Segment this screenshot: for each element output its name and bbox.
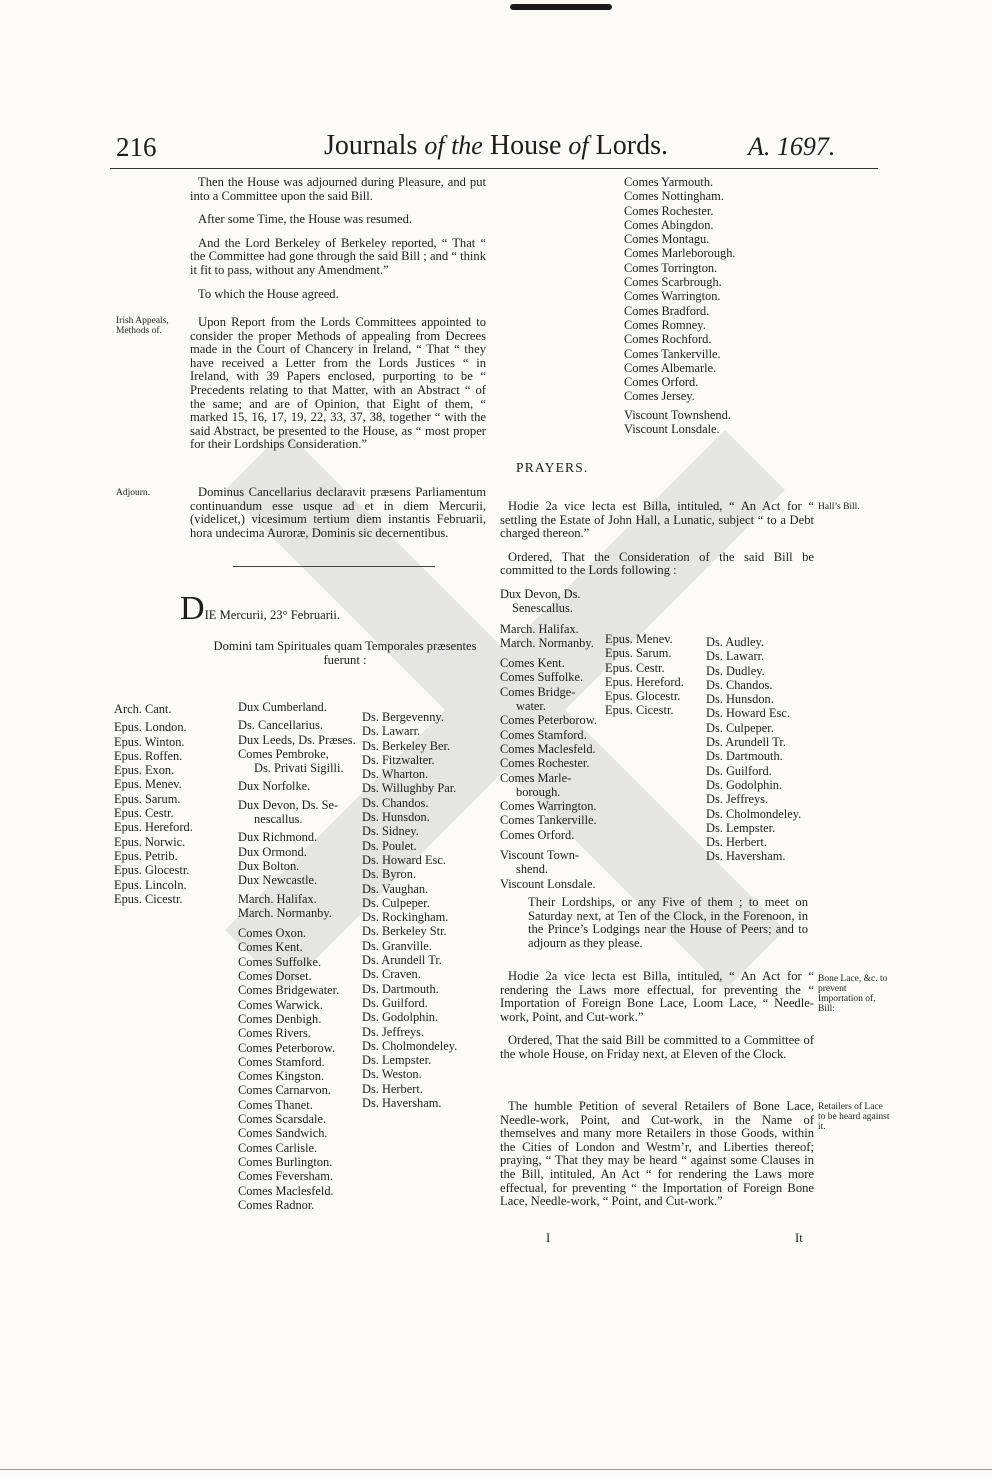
right-column-bill1 <box>500 500 814 588</box>
list-item: Viscount Town- <box>500 848 580 863</box>
list-item: Comes Rivers. <box>238 1026 311 1041</box>
page-top-mark <box>510 4 612 10</box>
running-header <box>0 128 992 168</box>
list-item: Comes Yarmouth. <box>624 175 714 189</box>
list-item: Dux Bolton. <box>238 858 300 873</box>
list-item: Ds. Fitzwalter. <box>362 752 435 767</box>
list-item: Ds. Guilford. <box>362 995 428 1010</box>
list-item: Epus. Petrib. <box>114 848 178 863</box>
list-item: Ds. Lawarr. <box>362 724 421 739</box>
list-item: Ds. Culpeper. <box>362 895 430 910</box>
list-item: Viscount Townshend. <box>624 407 731 422</box>
list-item: Ds. Berkeley Ber. <box>362 738 451 753</box>
list-item: Comes Kent. <box>500 656 565 671</box>
list-item: March. Normanby. <box>500 635 594 650</box>
right-column-petition <box>500 1100 814 1219</box>
list-item: Ds. Haversham. <box>706 849 786 864</box>
list-item: Ds. Berkeley Str. <box>362 924 447 939</box>
section-rule <box>233 566 435 567</box>
right-column-bill2 <box>500 970 814 1072</box>
section-heading-prayers: PRAYERS. <box>516 460 589 475</box>
list-item: March. Halifax. <box>238 891 317 906</box>
list-item: Epus. Cicestr. <box>605 703 674 718</box>
committee-list-temporal <box>500 587 597 891</box>
list-item: Comes Carlisle. <box>238 1140 318 1155</box>
list-item: Comes Warrington. <box>624 289 721 304</box>
list-item: Epus. Lincoln. <box>114 877 187 892</box>
list-item: Comes Torrington. <box>624 260 718 275</box>
list-item: Ds. Cholmondeley. <box>706 806 802 821</box>
date-heading <box>180 590 480 627</box>
list-item: Ds. Hunsdon. <box>362 810 430 825</box>
list-item: Ds. Jeffreys. <box>362 1024 425 1039</box>
list-item: Comes Warwick. <box>238 997 323 1012</box>
list-item: Arch. Cant. <box>114 702 172 716</box>
list-item: Comes Scarsdale. <box>238 1112 327 1127</box>
list-item: Comes Jersey. <box>624 389 695 404</box>
list-item: water. <box>516 699 546 714</box>
bottom-rule <box>0 1469 992 1470</box>
list-item: Epus. Roffen. <box>114 748 183 763</box>
list-item: Dux Ormond. <box>238 844 307 859</box>
paragraph: Ordered, That the said Bill be committed to a Committee of the whole House, on Friday next, at Eleven of the Clock. <box>500 1033 814 1061</box>
list-item: Ds. Herbert. <box>706 835 767 850</box>
list-item: Epus. Hereford. <box>114 820 193 835</box>
list-item: Ds. Howard Esc. <box>706 706 790 721</box>
list-item: Comes Rochester. <box>500 756 590 771</box>
list-item: Epus. Cestr. <box>114 806 174 821</box>
list-item: Ds. Cholmondeley. <box>362 1038 458 1053</box>
list-item: Comes Maclesfeld. <box>500 741 596 756</box>
list-item: Dux Devon, Ds. <box>500 587 581 601</box>
committee-list-barons <box>706 635 801 864</box>
margin-note: Bone Lace, &c. to prevent Importation of, Bill: <box>818 974 888 1014</box>
list-item: March. Halifax. <box>500 621 579 636</box>
list-item: Ds. Audley. <box>706 635 765 649</box>
list-item: Ds. Godolphin. <box>362 1010 439 1025</box>
list-item: Ds. Cancellarius. <box>238 718 323 733</box>
present-heading: Domini tam Spirituales quam Temporales præsentes fuerunt : <box>213 639 477 667</box>
list-item: Comes Stamford. <box>500 727 587 742</box>
paragraph: Hodie 2a vice lecta est Billa, intituled, “ An Act for “ rendering the Laws more effectual, for preventing the “ Importation of Foreign Bone Lace, Loom Lace, “ Needle-work, Point, and Cut-work.” <box>500 969 814 1024</box>
left-column-top <box>190 176 486 311</box>
list-item: Dux Norfolke. <box>238 779 311 794</box>
list-item: Ds. Wharton. <box>362 767 429 782</box>
list-item: Ds. Herbert. <box>362 1081 423 1096</box>
list-item: shend. <box>516 862 549 877</box>
list-item: Ds. Hunsdon. <box>706 692 774 707</box>
right-column-meeting <box>528 896 808 960</box>
list-item: Epus. Sarum. <box>605 646 672 661</box>
list-item: Comes Bridge- <box>500 684 576 699</box>
list-item: Ds. Lempster. <box>706 820 776 835</box>
list-item: Ds. Culpeper. <box>706 720 774 735</box>
list-item: Epus. Glocestr. <box>605 689 681 704</box>
bishops-list <box>114 702 193 906</box>
peers-list-dukes-earls <box>238 700 356 1212</box>
list-item: Ds. Privati Sigilli. <box>254 761 344 776</box>
list-item: Ds. Jeffreys. <box>706 792 769 807</box>
list-item: Ds. Chandos. <box>362 795 429 810</box>
left-column-adjourn <box>190 486 486 550</box>
paragraph: After some Time, the House was resumed. <box>198 212 413 227</box>
list-item: Epus. Exon. <box>114 763 175 778</box>
list-item: Epus. Cestr. <box>605 660 665 675</box>
list-item: Ds. Haversham. <box>362 1096 442 1111</box>
title-word: of <box>568 131 589 160</box>
list-item: Ds. Howard Esc. <box>362 852 446 867</box>
date-text: IE Mercurii, 23° Februarii. <box>204 608 341 622</box>
list-item: Comes Rochford. <box>624 332 712 347</box>
list-item: Ds. Chandos. <box>706 677 773 692</box>
title-word: House <box>489 130 562 161</box>
catchword: It <box>795 1231 803 1245</box>
list-item: Ds. Dudley. <box>706 663 765 678</box>
list-item: Comes Suffolke. <box>238 954 322 969</box>
list-item: Comes Peterborow. <box>238 1040 335 1055</box>
list-item: Comes Peterborow. <box>500 713 597 728</box>
list-item: nescallus. <box>254 812 303 827</box>
paragraph: Then the House was adjourned during Pleasure, and put into a Committee upon the said Bill. <box>190 175 486 203</box>
committee-list-spiritual <box>605 632 684 718</box>
list-item: Ds. Rockingham. <box>362 910 449 925</box>
list-item: Comes Maclesfeld. <box>238 1183 334 1198</box>
list-item: Ds. Arundell Tr. <box>362 953 442 968</box>
list-item: Ds. Lawarr. <box>706 649 765 664</box>
paragraph: Ordered, That the Consideration of the said Bill be committed to the Lords following : <box>500 549 814 578</box>
list-item: Comes Kent. <box>238 940 303 955</box>
list-item: Ds. Lempster. <box>362 1053 432 1068</box>
list-item: Comes Abingdon. <box>624 217 714 232</box>
list-item: Epus. London. <box>114 720 187 735</box>
title-word: of the <box>424 131 483 160</box>
margin-note: Retailers of Lace to be heard against it. <box>818 1102 890 1132</box>
title-word: Lords. <box>595 130 668 161</box>
list-item: Dux Cumberland. <box>238 700 327 714</box>
margin-note: Adjourn. <box>116 488 151 498</box>
list-item: Dux Newcastle. <box>238 873 318 888</box>
peers-list-continued <box>624 175 736 436</box>
list-item: Ds. Vaughan. <box>362 881 429 896</box>
list-item: Comes Tankerville. <box>624 346 721 361</box>
list-item: Comes Carnarvon. <box>238 1083 331 1098</box>
paragraph: Hodie 2a vice lecta est Billa, intituled, “ An Act for “ settling the Estate of John Hall, a Lunatic, subject “ to a Debt charged thereon.” <box>500 499 814 541</box>
list-item: Comes Pembroke, <box>238 746 329 761</box>
list-item: borough. <box>516 784 561 799</box>
list-item: Ds. Willughby Par. <box>362 781 457 796</box>
paragraph: Dominus Cancellarius declaravit præsens Parliamentum continuandum esse usque ad et in diem Mercurii, (videlicet,) vicesimum tertium diem instantis Februarii, hora undecima Auroræ, Dominis sic decernentibus. <box>190 485 486 540</box>
paragraph: Upon Report from the Lords Committees appointed to consider the proper Methods of appealing from Decrees made in the Court of Chancery in Ireland, “ That “ they have received a Letter from the Lords Justices “ in Ireland, with 39 Papers enclosed, purporting to be “ Precedents relating to that Matter, with an Abstract “ of the same; and are of Opinion, that Eight of them, “ marked 15, 16, 17, 19, 22, 33, 37, 38, together “ with the said Abstract, be presented to the House, as “ most proper for their Lordships Consideration.” <box>190 315 486 452</box>
paragraph: To which the House agreed. <box>198 286 339 301</box>
list-item: Dux Leeds, Ds. Præses. <box>238 732 356 747</box>
list-item: Epus. Winton. <box>114 734 185 749</box>
list-item: Comes Nottingham. <box>624 189 724 204</box>
list-item: Comes Marle- <box>500 770 572 785</box>
list-item: Comes Sandwich. <box>238 1126 328 1141</box>
list-item: Comes Rochester. <box>624 203 714 218</box>
list-item: Dux Richmond. <box>238 830 318 845</box>
list-item: Comes Kingston. <box>238 1069 325 1084</box>
list-item: Comes Denbigh. <box>238 1011 322 1026</box>
list-item: Ds. Craven. <box>362 967 421 982</box>
list-item: Epus. Hereford. <box>605 674 684 689</box>
list-item: Comes Albemarle. <box>624 360 717 375</box>
list-item: Viscount Lonsdale. <box>624 422 720 437</box>
list-item: March. Normanby. <box>238 905 332 920</box>
list-item: Comes Orford. <box>500 827 575 842</box>
list-item: Ds. Weston. <box>362 1067 422 1082</box>
list-item: Dux Devon, Ds. Se- <box>238 797 339 812</box>
list-item: Ds. Dartmouth. <box>706 749 783 764</box>
list-item: Senescallus. <box>512 601 573 616</box>
year: A. 1697. <box>748 132 836 161</box>
list-item: Comes Bradford. <box>624 303 710 318</box>
list-item: Comes Orford. <box>624 375 699 390</box>
list-item: Comes Dorset. <box>238 969 312 984</box>
list-item: Comes Radnor. <box>238 1197 315 1212</box>
paragraph: The humble Petition of several Retailers of Bone Lace, Needle-work, Point, and Cut-work, in the Name of themselves and many more Retailers in those Goods, within the Cities of London and Westm’r, and Liberties thereof; praying, “ That they may be heard “ against some Clauses in the Bill, intituled, An Act “ for rendering the Laws more effectual, for preventing “ the Importation of Foreign Bone Lace, Needle-work, “ Point, and Cut-work.” <box>500 1099 814 1209</box>
list-item: Viscount Lonsdale. <box>500 876 596 891</box>
list-item: Epus. Menev. <box>605 632 673 646</box>
list-item: Ds. Dartmouth. <box>362 981 439 996</box>
paragraph: Their Lordships, or any Five of them ; to meet on Saturday next, at Ten of the Clock, in the Forenoon, in the Prince’s Lodgings near the House of Peers; and to adjourn as they please. <box>528 895 808 950</box>
margin-note: Irish Appeals, Methods of. <box>116 316 169 336</box>
margin-note: Hall’s Bill. <box>818 502 860 512</box>
list-item: Ds. Guilford. <box>706 763 772 778</box>
page-number: 216 <box>116 132 157 162</box>
title-word: Journals <box>324 130 418 161</box>
list-item: Comes Thanet. <box>238 1097 313 1112</box>
list-item: Comes Feversham. <box>238 1169 333 1184</box>
peers-list-barons <box>362 710 457 1110</box>
paragraph: And the Lord Berkeley of Berkeley reported, “ That “ the Committee had gone through the said Bill ; and “ think it fit to pass, without any Amendment.” <box>190 235 486 277</box>
list-item: Ds. Granville. <box>362 938 432 953</box>
list-item: Ds. Godolphin. <box>706 777 783 792</box>
list-item: Epus. Norwic. <box>114 834 186 849</box>
list-item: Epus. Cicestr. <box>114 891 183 906</box>
list-item: Comes Scarbrough. <box>624 275 722 290</box>
list-item: Ds. Sidney. <box>362 824 419 839</box>
list-item: Comes Bridgewater. <box>238 983 340 998</box>
list-item: Ds. Bergevenny. <box>362 710 444 724</box>
signature-mark: I <box>546 1231 551 1245</box>
journal-title <box>0 130 992 162</box>
list-item: Comes Marleborough. <box>624 246 736 261</box>
list-item: Comes Tankerville. <box>500 813 597 828</box>
left-column-report <box>190 316 486 462</box>
list-item: Comes Oxon. <box>238 926 307 941</box>
list-item: Ds. Arundell Tr. <box>706 735 786 750</box>
list-item: Epus. Sarum. <box>114 791 181 806</box>
list-item: Ds. Poulet. <box>362 838 417 853</box>
list-item: Comes Suffolke. <box>500 670 584 685</box>
drop-cap: D <box>180 590 205 627</box>
list-item: Comes Burlington. <box>238 1154 333 1169</box>
list-item: Comes Montagu. <box>624 232 710 247</box>
list-item: Ds. Byron. <box>362 867 417 882</box>
list-item: Epus. Menev. <box>114 777 182 792</box>
list-item: Comes Romney. <box>624 317 706 332</box>
list-item: Comes Stamford. <box>238 1054 325 1069</box>
header-rule <box>110 168 878 169</box>
list-item: Comes Warrington. <box>500 799 597 814</box>
list-item: Epus. Glocestr. <box>114 863 190 878</box>
